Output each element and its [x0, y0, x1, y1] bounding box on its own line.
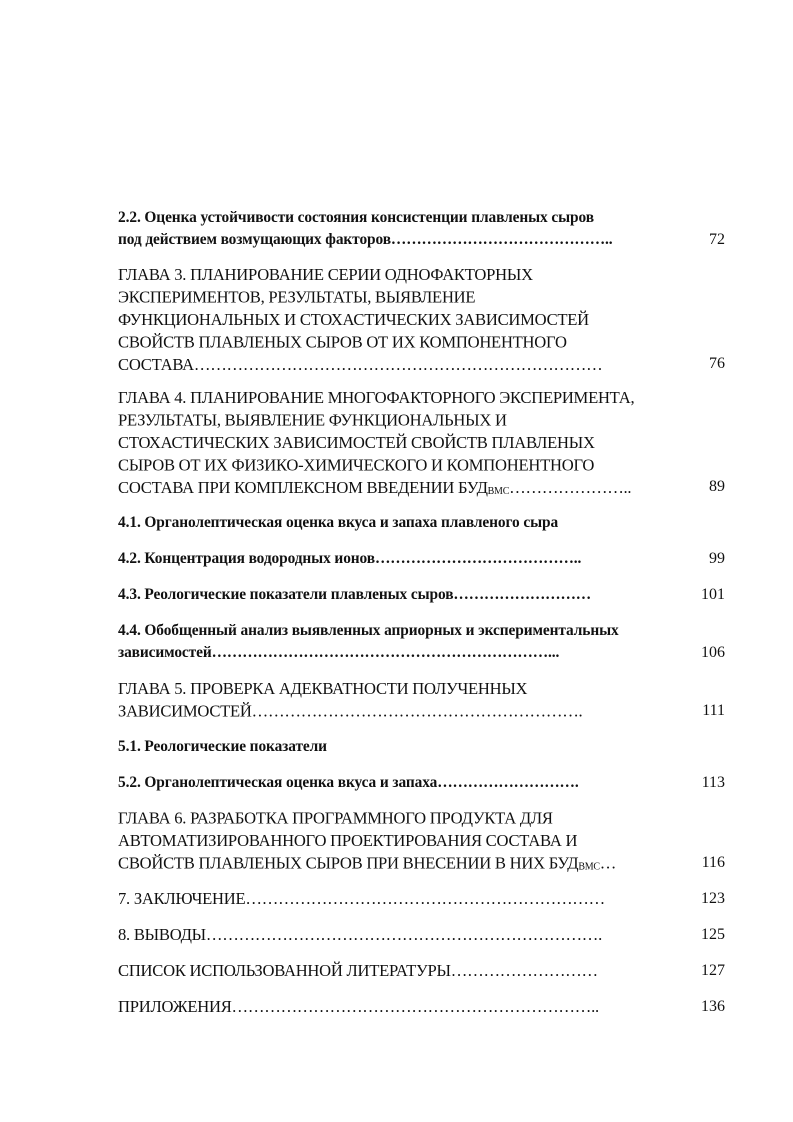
toc-entry-page: 72	[709, 231, 725, 248]
toc-entry	[118, 736, 743, 758]
toc-entry	[118, 207, 743, 251]
toc-entry-title-leader: …	[599, 853, 617, 873]
toc-entry	[118, 388, 743, 498]
toc-entry	[118, 960, 743, 982]
toc-entry	[118, 548, 743, 570]
toc-entry-title-subscript: ВМС	[487, 485, 510, 498]
toc-entry-page: 113	[701, 774, 725, 791]
toc-entry-page: 116	[701, 854, 725, 871]
toc-entry-page: 89	[709, 478, 725, 495]
toc-entry-title-subscript: ВМС	[578, 861, 600, 873]
toc-entry-title: ГЛАВА 3. ПЛАНИРОВАНИЕ СЕРИИ ОДНОФАКТОРНЫХ ЭКСПЕРИМЕНТОВ, РЕЗУЛЬТАТЫ, ВЫЯВЛЕНИЕ ФУНКЦИОНАЛЬНЫХ И СТОХАСТИЧЕСКИХ ЗАВИСИМОСТЕЙ СВОЙСТВ ПЛАВЛЕНЫХ СЫРОВ ОТ ИХ КОМПОНЕНТНОГО СОСТАВА…………………………………………………………………	[118, 264, 603, 375]
toc-entry-title: ПРИЛОЖЕНИЯ…………………………………………………………..	[118, 996, 599, 1017]
toc-entry-title-text: ГЛАВА 4. ПЛАНИРОВАНИЕ МНОГОФАКТОРНОГО ЭКСПЕРИМЕНТА, РЕЗУЛЬТАТЫ, ВЫЯВЛЕНИЕ ФУНКЦИОНАЛЬНЫХ И СТОХАСТИЧЕСКИХ ЗАВИСИМОСТЕЙ СВОЙСТВ ПЛАВЛЕНЫХ СЫРОВ ОТ ИХ ФИЗИКО-ХИМИЧЕСКОГО И КОМПОНЕНТНОГО СОСТАВА ПРИ КОМПЛЕКСНОМ ВВЕДЕНИИ БУД	[118, 387, 635, 498]
toc-entry-title	[118, 387, 688, 499]
toc-entry	[118, 888, 743, 910]
toc-entry	[118, 808, 743, 874]
toc-entry-title: 4.4. Обобщенный анализ выявленных априорных и экспериментальных зависимостей…………………………………………………………...	[118, 622, 619, 661]
toc-entry-title: 2.2. Оценка устойчивости состояния консистенции плавленых сыров под действием возмущающих факторов……………………………………..	[118, 209, 613, 248]
toc-entry-page: 125	[701, 926, 725, 943]
toc-entry-title	[118, 807, 688, 874]
toc-entry-title: 4.2. Концентрация водородных ионов…………………………………..	[118, 550, 582, 567]
toc-entry	[118, 265, 743, 375]
toc-entry-page: 111	[702, 702, 725, 719]
toc-entry-title: 5.2. Органолептическая оценка вкуса и запаха……………………….	[118, 774, 579, 791]
toc-entry	[118, 584, 743, 606]
toc-entry-page: 123	[701, 890, 725, 907]
toc-entry	[118, 512, 743, 534]
toc-entry-page: 101	[701, 586, 725, 603]
toc-entry-title: СПИСОК ИСПОЛЬЗОВАННОЙ ЛИТЕРАТУРЫ………………………	[118, 960, 598, 981]
toc-entry	[118, 678, 743, 722]
toc-entry-title: ГЛАВА 5. ПРОВЕРКА АДЕКВАТНОСТИ ПОЛУЧЕННЫХ ЗАВИСИМОСТЕЙ…………………………………………………….	[118, 678, 583, 721]
toc-entry-title-text: ГЛАВА 6. РАЗРАБОТКА ПРОГРАММНОГО ПРОДУКТА ДЛЯ АВТОМАТИЗИРОВАННОГО ПРОЕКТИРОВАНИЯ СОСТАВА И СВОЙСТВ ПЛАВЛЕНЫХ СЫРОВ ПРИ ВНЕСЕНИИ В НИХ БУД	[118, 808, 579, 873]
table-of-contents	[118, 207, 743, 1018]
toc-entry-page: 76	[709, 355, 725, 372]
toc-entry-page: 99	[709, 550, 725, 567]
toc-entry	[118, 996, 743, 1018]
toc-entry	[118, 924, 743, 946]
toc-entry-page: 127	[701, 962, 725, 979]
toc-entry-title: 7. ЗАКЛЮЧЕНИЕ…………………………………………………………	[118, 888, 605, 909]
toc-entry-title: 5.1. Реологические показатели	[118, 738, 327, 755]
toc-entry	[118, 772, 743, 794]
toc-entry	[118, 620, 743, 664]
toc-entry-page: 136	[701, 998, 725, 1015]
toc-entry-title: 4.3. Реологические показатели плавленых сыров………………………	[118, 586, 592, 603]
toc-entry-title-leader: …………………..	[509, 477, 632, 498]
toc-entry-page: 106	[701, 644, 725, 661]
toc-entry-title: 4.1. Органолептическая оценка вкуса и запаха плавленого сыра	[118, 514, 559, 531]
toc-entry-title: 8. ВЫВОДЫ……………………………………………………………….	[118, 924, 603, 945]
